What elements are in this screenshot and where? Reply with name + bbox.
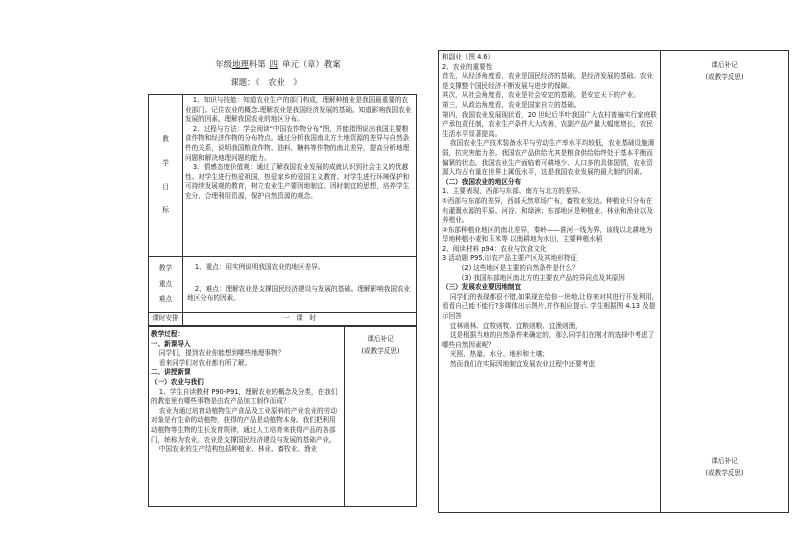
content-line: 其次，从社会角度看，农业是社会安定的基础，是安定天下的产业。 bbox=[442, 91, 640, 100]
schedule-value: 一 课 时 bbox=[183, 313, 417, 326]
section-new-lesson: 二、讲授新课 bbox=[151, 368, 191, 377]
section-adapt-locally: （三）发展农业要因地制宜 bbox=[442, 283, 522, 292]
objectives-label: 教 学 目 标 bbox=[149, 95, 183, 257]
process-line: 同学们，提到农业你能想到哪些地理事物？ bbox=[158, 349, 285, 358]
subject-label: 科第 bbox=[248, 59, 266, 69]
side-note-bottom bbox=[661, 449, 788, 479]
topic-label: 课题： bbox=[230, 77, 256, 87]
content-line: ②东部种植业地区的南北差异，秦岭——淮河一线为界，该线以北耕地为旱地种植小麦和玉米等 以南耕地为水田，主要种植水稻 bbox=[442, 225, 653, 244]
content-line: 3 活动题 P95,⑴农产品主要产区及其地形特征 bbox=[442, 254, 577, 263]
right-page bbox=[438, 44, 793, 512]
content-line: 1、主要表现，西部与东部、南方与北方的差异。 bbox=[442, 187, 585, 196]
lesson-plan-table bbox=[148, 94, 417, 326]
side-note-left bbox=[345, 327, 417, 507]
side-note-right bbox=[661, 51, 789, 513]
content-line: ①西部与东部的差异，西部天然草场广布，畜牧业发达。种植业只分布在有灌溉水源的平原、河谷、和绿洲；东部地区是种植业、林业和渔业以及养殖业。 bbox=[442, 196, 653, 225]
side-note-title: 课后补记 bbox=[711, 61, 738, 69]
content-line: 宜林则林、宜牧则牧、宜粮则粮、宜渔则渔， bbox=[449, 321, 582, 330]
content-line: (3) 我国东部地区南北方的主要农产品的异同点及其原因 bbox=[461, 273, 625, 282]
content-line: 2、阅读材料 p94：农业与饮食文化 bbox=[442, 244, 547, 253]
content-line: 第四，我国农业发展现状看，20 世纪后半叶我国广大农村普遍实行家庭联产承包责任制，农业生产条件大大改善，农副产品产量大幅度增长，农民生活水平显著提高。 bbox=[442, 110, 657, 138]
teaching-process bbox=[149, 327, 345, 507]
continuation-content bbox=[439, 51, 661, 513]
keypoints-label: 教学 重点 难点 bbox=[149, 257, 183, 313]
content-line: 首先，从经济角度看，农业是国民经济的基础，是经济发展的基础。农业是支撑整个国民经济不断发展与进步的保障。 bbox=[442, 72, 653, 90]
content-line: 同学们的表现都很不错,如果现在给你一块地,让你来对其进行开发利用,看看自己能不能行?多媒体出示图片,并作相应提示. 学生根据图 4.13 及提示回答 bbox=[442, 292, 656, 321]
subsection-agriculture-and-us: （一）农业与我们 bbox=[151, 377, 204, 386]
section-intro: 一、新课导入 bbox=[151, 339, 191, 348]
grade-label: 年级 bbox=[215, 59, 233, 69]
side-note-subtitle: (或教学反思) bbox=[705, 469, 744, 477]
content-line: 2、农业的重要性 bbox=[442, 62, 493, 71]
process-title: 教学过程： bbox=[151, 330, 184, 338]
keypoints-content bbox=[183, 257, 417, 313]
unit-label: 单元（章）教案 bbox=[282, 59, 341, 69]
left-page bbox=[84, 44, 448, 512]
content-line: 然而我们在实际因地制宜发展农业过程中还要考虑 bbox=[449, 360, 595, 368]
content-line: 和副业（图 4.6） bbox=[442, 53, 495, 61]
content-line: 这是根据当地的自然条件来确定的，那么同学们在刚才的选择中考虑了哪些自然因素呢？ bbox=[442, 331, 655, 349]
side-note-top bbox=[661, 53, 788, 83]
continuation-table bbox=[438, 50, 789, 513]
side-note-title: 课后补记 bbox=[711, 457, 738, 465]
unit-number: 四 bbox=[269, 59, 278, 69]
subject-value: 地理 bbox=[232, 59, 249, 69]
lesson-plan-header bbox=[84, 58, 448, 70]
lesson-topic bbox=[84, 76, 448, 88]
process-line: 中国农业的生产结构包括种植业、林业、畜牧业、渔业 bbox=[158, 445, 318, 454]
keypoint-text: 1、重点：用实例说明我国农业的地区差异。 bbox=[194, 263, 325, 271]
objectives-content bbox=[183, 95, 417, 257]
process-line: 看来同学们对农业都有所了解。 bbox=[158, 358, 252, 367]
process-line: 1、学生自读教材 P90-P91，理解农业的概念及分类，在我们的教室里有哪些事物是由农产品加工制作而成？ bbox=[151, 387, 338, 406]
process-table bbox=[148, 326, 417, 507]
section-distribution: （二）我国农业的地区分布 bbox=[442, 177, 522, 186]
side-note-subtitle: (或教学反思) bbox=[705, 73, 744, 81]
objective-attitude: 3、情感态度价值观：通过了解我国农业发展的成就认识到社会主义的优越性。对学生进行热爱祖国，热爱家乡的爱国主义教育。对学生进行环境保护和可持续发展观的教育，树立农业生产要因地制宜、因时制宜的思想，培养学生充分、合理利用资源，保护自然资源的观念。 bbox=[185, 163, 410, 200]
topic-title: 《 农业 》 bbox=[255, 77, 302, 87]
content-line: 第三，从政治角度看，农业是国家自立的基础。 bbox=[442, 100, 581, 109]
side-note-title: 课后补记 bbox=[367, 335, 394, 343]
difficulty-text: 2、难点：理解农业是支撑国民经济建设与发展的基础。理解影响我国农业地区分布的因素。 bbox=[187, 284, 411, 303]
objective-process: 2、过程与方法：学会阅读“中国农作物分布”图，并能指图说出我国主要粮食作物和经济作物的分布特点。通过分析我国南北方土地资源的差异与自然条件的关系，说明我国粮食作物、油料、糖料等作物的南北差异，提高分析地理问题和解决地理问题的能力。 bbox=[185, 124, 410, 162]
content-line: 光照、热量、水分、地形和土壤； bbox=[449, 350, 549, 359]
objective-knowledge: 1、知识与技能：知道农业生产的部门构成，理解种植业是我国最重要的农业部门。记住农业的概念.理解农业是我国经济发展的基础。知道影响我国农业发展的因素。理解我国农业的地区分布。 bbox=[185, 96, 412, 124]
process-line: 农业为通过培育动植物生产食品及工业原料的产业农业的劳动对象是有生命的动植物，获得的产品是动植物本身。我们把利用动植物等生物的生长发育规律，通过人工培育来获得产品的各部门，统称为农业。农业是支撑国民经济建设与发展的基础产业。 bbox=[151, 406, 337, 444]
content-line: 我国农业生产技术装备水平与劳动生产率水平均较低，农业基础设施薄弱，抗灾害能力差。我国农产品供给尤其是粮食供给始终处于基本平衡而偏紧的状态。我国农业生产面临着可耕地少、人口多的具体国情，农业资源人均占有量在世界上属低水平，这是我国农业发展的最大制约因素。 bbox=[442, 139, 655, 177]
side-note-subtitle: (或教学反思) bbox=[361, 347, 400, 355]
content-line: (2) 这些地区是主要的自然条件是什么？ bbox=[461, 264, 579, 273]
schedule-label: 课时安排 bbox=[149, 313, 183, 326]
